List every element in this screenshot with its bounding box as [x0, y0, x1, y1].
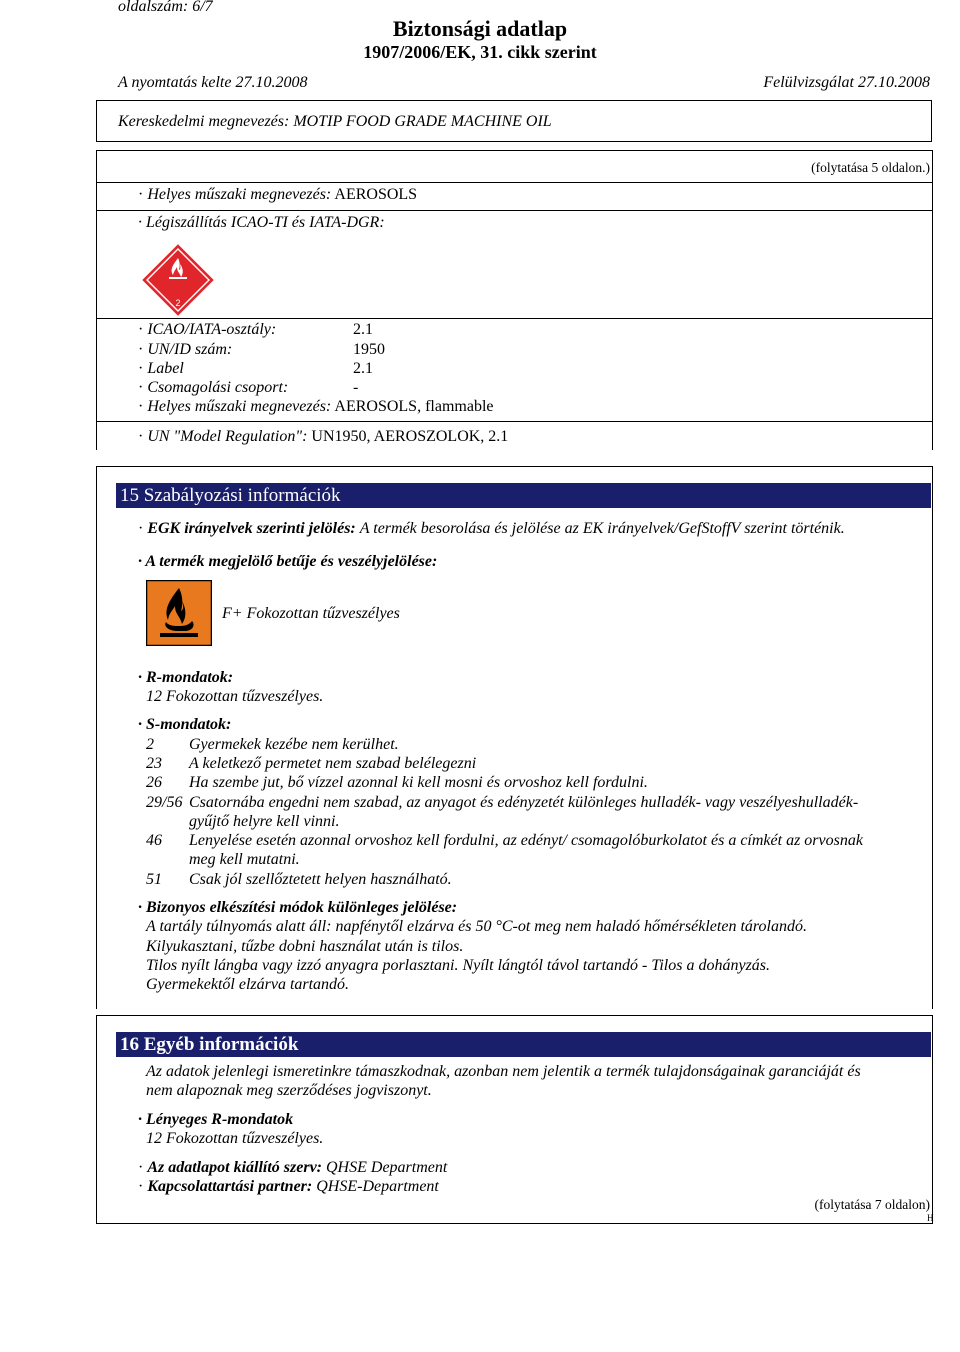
s-sentences-label: · S-mondatok:	[138, 716, 231, 734]
contact-value: QHSE-Department	[316, 1178, 439, 1195]
issuer-row	[138, 1159, 447, 1177]
s-item-num: 29/56	[146, 794, 183, 811]
egk-label: EGK irányelvek szerinti jelölés:	[147, 520, 356, 537]
r-sentences-label: · R-mondatok:	[138, 669, 233, 687]
header-rule-bottom	[96, 141, 932, 142]
review-date: Felülvizsgálat 27.10.2008	[763, 74, 930, 91]
s-item-text: Csatornába engedni nem szabad, az anyagot és edényzetét különleges hulladék- vagy veszélyeshulladék-	[189, 794, 859, 811]
un-model-label: UN "Model Regulation":	[147, 428, 308, 445]
icao-class-value: 2.1	[353, 321, 373, 338]
continued-next: (folytatása 7 oldalon)	[814, 1197, 930, 1212]
tech-name-label: Helyes műszaki megnevezés:	[147, 186, 332, 203]
special-line: Gyermekektől elzárva tartandó.	[146, 976, 350, 993]
special-line: Kilyukasztani, tűzbe dobni használat után is tilos.	[146, 938, 464, 955]
footer-mark: H	[927, 1213, 934, 1223]
tech-name2-row	[138, 398, 493, 416]
print-date: A nyomtatás kelte 27.10.2008	[118, 74, 308, 91]
issuer-value: QHSE Department	[326, 1159, 448, 1176]
flammable-hazard-icon	[146, 580, 212, 646]
s-item-num: 46	[146, 832, 162, 849]
tech-name-value: AEROSOLS	[334, 186, 418, 203]
header-rule-left	[96, 100, 97, 142]
un-model-row	[138, 428, 508, 446]
relevant-r-label: · Lényeges R-mondatok	[138, 1111, 293, 1129]
tech-name2-value: AEROSOLS, flammable	[334, 398, 494, 415]
s-item-text: Ha szembe jut, bő vízzel azonnal ki kell mosni és orvoshoz kell fordulni.	[189, 774, 648, 791]
rule-1	[96, 182, 932, 183]
s-item-text-cont: gyűjtő helyre kell vinni.	[189, 813, 340, 830]
air-transport: · Légiszállítás ICAO-TI és IATA-DGR:	[138, 214, 385, 232]
un-id-label: UN/ID szám:	[147, 341, 233, 358]
header-rule-top	[96, 100, 932, 101]
label-row	[138, 360, 184, 378]
trade-name: Kereskedelmi megnevezés: MOTIP FOOD GRADE MACHINE OIL	[118, 113, 552, 130]
s-item-text: Csak jól szellőztetett helyen használható.	[189, 871, 452, 888]
rule-3	[96, 318, 932, 319]
egk-row	[138, 520, 845, 538]
relevant-r-value: 12 Fokozottan tűzveszélyes.	[146, 1130, 324, 1147]
s-item-num: 23	[146, 755, 162, 772]
contact-row	[138, 1178, 439, 1196]
document-subtitle: 1907/2006/EK, 31. cikk szerint	[363, 42, 597, 62]
s-item-text-cont: meg kell mutatni.	[189, 851, 300, 868]
r-sentence-item: 12 Fokozottan tűzveszélyes.	[146, 688, 324, 705]
tech-name-row	[138, 186, 417, 204]
label-row-label: Label	[147, 360, 184, 377]
egk-value: A termék besorolása és jelölése az EK irányelvek/GefStoffV szerint történik.	[359, 520, 845, 537]
s-item-num: 51	[146, 871, 162, 888]
intro-line: nem alapoznak meg szerződéses jogviszonyt.	[146, 1082, 432, 1099]
special-line: Tilos nyílt lángba vagy izzó anyagra porlasztani. Nyílt lángtól távol tartandó - Tilos a dohányzás.	[146, 957, 771, 974]
un-model-value: UN1950, AEROSZOLOK, 2.1	[311, 428, 509, 445]
s-item-text: Gyermekek kezébe nem kerülhet.	[189, 736, 399, 753]
page-number: oldalszám: 6/7	[118, 0, 213, 15]
issuer-label: Az adatlapot kiállító szerv:	[147, 1159, 322, 1176]
icao-class-row	[138, 321, 276, 339]
rule-2	[96, 210, 932, 211]
marking-label: · A termék megjelölő betűje és veszélyjelölése:	[138, 553, 437, 571]
un-id-value: 1950	[353, 341, 385, 358]
continued-from: (folytatása 5 oldalon.)	[811, 160, 930, 175]
un-id-row	[138, 341, 232, 359]
packing-group-value: -	[353, 379, 359, 396]
special-line: A tartály túlnyomás alatt áll: napfénytől elzárva és 50 °C-ot meg nem haladó hőmérsékleten tárolandó.	[146, 918, 807, 935]
icao-class-label: ICAO/IATA-osztály:	[147, 321, 277, 338]
special-label: · Bizonyos elkészítési módok különleges jelölése:	[138, 899, 457, 917]
intro-line: Az adatok jelenlegi ismeretinkre támaszkodnak, azonban nem jelentik a termék tulajdonságainak garanciáját és	[146, 1063, 861, 1080]
hazard-text: F+ Fokozottan tűzveszélyes	[222, 605, 400, 622]
s-item-num: 26	[146, 774, 162, 791]
header-rule-right	[931, 100, 932, 142]
s-item-text: A keletkező permetet nem szabad belélegezni	[189, 755, 477, 772]
contact-label: Kapcsolattartási partner:	[147, 1178, 313, 1195]
s-item-text: Lenyelése esetén azonnal orvoshoz kell fordulni, az edényt/ csomagolóburkolatot és a címkét az orvosnak	[189, 832, 863, 849]
section-16-title: 16 Egyéb információk	[116, 1032, 931, 1057]
diamond-class-number: 2	[175, 298, 181, 308]
packing-group-label: Csomagolási csoport:	[147, 379, 289, 396]
tech-name2-label: Helyes műszaki megnevezés:	[147, 398, 332, 415]
flammable-gas-diamond-icon	[142, 244, 214, 316]
rule-4	[96, 421, 932, 422]
document-title: Biztonsági adatlap	[392, 16, 568, 41]
label-row-value: 2.1	[353, 360, 373, 377]
s-item-num: 2	[146, 736, 154, 753]
section-15-title: 15 Szabályozási információk	[116, 483, 931, 508]
packing-group-row	[138, 379, 288, 397]
